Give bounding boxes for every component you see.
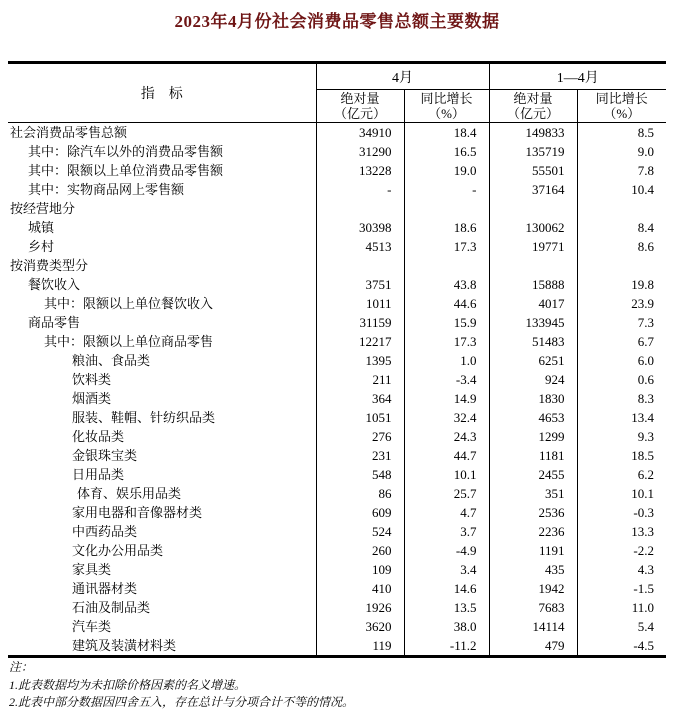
table-row	[8, 389, 666, 408]
table-row	[8, 237, 666, 256]
value-cell: 44.7	[404, 446, 489, 465]
header-april-absolute	[316, 90, 404, 123]
value-cell: 1.0	[404, 351, 489, 370]
table-row	[8, 370, 666, 389]
value-cell: 1299	[489, 427, 577, 446]
indicator-label: 其中：除汽车以外的消费品零售额	[28, 144, 224, 159]
value-cell: 6251	[489, 351, 577, 370]
value-cell: 524	[316, 522, 404, 541]
value-cell: 1011	[316, 294, 404, 313]
value-cell: 17.3	[404, 237, 489, 256]
value-cell: 14.6	[404, 579, 489, 598]
value-cell: 2536	[489, 503, 577, 522]
value-cell: 34910	[316, 123, 404, 143]
value-cell	[489, 256, 577, 275]
indicator-label: 石油及制品类	[72, 600, 151, 615]
indicator-label: 日用品类	[72, 467, 125, 482]
value-cell: 31159	[316, 313, 404, 332]
value-cell: 8.3	[577, 389, 666, 408]
value-cell: 609	[316, 503, 404, 522]
value-cell	[404, 199, 489, 218]
table-row	[8, 351, 666, 370]
value-cell: 3751	[316, 275, 404, 294]
value-cell: 30398	[316, 218, 404, 237]
value-cell: 5.4	[577, 617, 666, 636]
table-row	[8, 408, 666, 427]
value-cell: 479	[489, 636, 577, 657]
value-cell: 135719	[489, 142, 577, 161]
indicator-label: 乡村	[28, 239, 55, 254]
value-cell: 10.1	[577, 484, 666, 503]
value-cell: 13.5	[404, 598, 489, 617]
indicator-label: 按经营地分	[10, 201, 76, 216]
value-cell: 1942	[489, 579, 577, 598]
value-cell: 1051	[316, 408, 404, 427]
value-cell: 86	[316, 484, 404, 503]
indicator-label: 其中：限额以上单位餐饮收入	[44, 296, 214, 311]
table-row	[8, 522, 666, 541]
value-cell: 276	[316, 427, 404, 446]
indicator-label: 商品零售	[28, 315, 81, 330]
table-row	[8, 484, 666, 503]
value-cell: -0.3	[577, 503, 666, 522]
indicator-label: 其中：限额以上单位商品零售	[44, 334, 214, 349]
value-cell: 24.3	[404, 427, 489, 446]
value-cell: -	[316, 180, 404, 199]
table-row	[8, 218, 666, 237]
value-cell: 14114	[489, 617, 577, 636]
value-cell: 38.0	[404, 617, 489, 636]
value-cell: 13228	[316, 161, 404, 180]
value-cell	[489, 199, 577, 218]
value-cell: -	[404, 180, 489, 199]
value-cell: 13.3	[577, 522, 666, 541]
value-cell: 1395	[316, 351, 404, 370]
value-cell: 43.8	[404, 275, 489, 294]
value-cell: 6.2	[577, 465, 666, 484]
footnote-item: 2.此表中部分数据因四舍五入，存在总计与分项合计不等的情况。	[9, 695, 355, 709]
table-row	[8, 180, 666, 199]
table-row	[8, 332, 666, 351]
value-cell: 4513	[316, 237, 404, 256]
table-row	[8, 427, 666, 446]
indicator-label: 文化办公用品类	[72, 543, 164, 558]
table-row	[8, 123, 666, 143]
footnotes	[9, 659, 354, 712]
table-row	[8, 313, 666, 332]
value-cell: 211	[316, 370, 404, 389]
value-cell	[577, 256, 666, 275]
header-period-jan-apr: 1—4月	[489, 63, 666, 90]
indicator-label: 其中：限额以上单位消费品零售额	[28, 163, 224, 178]
header-absolute-line2: （亿元）	[506, 106, 559, 121]
table-row	[8, 503, 666, 522]
value-cell: 18.5	[577, 446, 666, 465]
indicator-label: 服装、鞋帽、针纺织品类	[72, 410, 216, 425]
value-cell: 410	[316, 579, 404, 598]
value-cell: 435	[489, 560, 577, 579]
value-cell: 9.0	[577, 142, 666, 161]
value-cell: 8.6	[577, 237, 666, 256]
table-row	[8, 275, 666, 294]
indicator-label: 按消费类型分	[10, 258, 89, 273]
value-cell: 119	[316, 636, 404, 657]
value-cell: 37164	[489, 180, 577, 199]
header-absolute-line1: 绝对量	[513, 91, 553, 106]
table-row	[8, 579, 666, 598]
value-cell: 4.7	[404, 503, 489, 522]
value-cell: 1926	[316, 598, 404, 617]
table-row	[8, 142, 666, 161]
retail-sales-table	[8, 61, 666, 658]
header-yoy-line2: （%）	[428, 106, 465, 121]
value-cell: 0.6	[577, 370, 666, 389]
value-cell: 7683	[489, 598, 577, 617]
value-cell: 2236	[489, 522, 577, 541]
value-cell: 133945	[489, 313, 577, 332]
indicator-label: 体育、娱乐用品类	[77, 486, 182, 501]
header-absolute-line1: 绝对量	[340, 91, 380, 106]
value-cell: 364	[316, 389, 404, 408]
table-row	[8, 541, 666, 560]
value-cell: 44.6	[404, 294, 489, 313]
value-cell: 7.8	[577, 161, 666, 180]
table-row	[8, 446, 666, 465]
value-cell: -1.5	[577, 579, 666, 598]
value-cell: 3.4	[404, 560, 489, 579]
value-cell: 12217	[316, 332, 404, 351]
value-cell: -4.5	[577, 636, 666, 657]
value-cell	[316, 256, 404, 275]
value-cell: 231	[316, 446, 404, 465]
table-row	[8, 199, 666, 218]
page-title: 2023年4月份社会消费品零售总额主要数据	[174, 12, 500, 31]
value-cell: 149833	[489, 123, 577, 143]
header-yoy-line2: （%）	[603, 106, 641, 121]
table-row	[8, 294, 666, 313]
indicator-label: 通讯器材类	[72, 581, 138, 596]
indicator-label: 家具类	[72, 562, 112, 577]
value-cell: 9.3	[577, 427, 666, 446]
header-yoy-line1: 同比增长	[595, 91, 648, 106]
value-cell: 109	[316, 560, 404, 579]
value-cell: 924	[489, 370, 577, 389]
value-cell: 55501	[489, 161, 577, 180]
value-cell	[577, 199, 666, 218]
value-cell: 6.7	[577, 332, 666, 351]
value-cell: 6.0	[577, 351, 666, 370]
value-cell	[404, 256, 489, 275]
indicator-label: 金银珠宝类	[72, 448, 138, 463]
value-cell: 32.4	[404, 408, 489, 427]
value-cell: 4.3	[577, 560, 666, 579]
value-cell: 8.5	[577, 123, 666, 143]
indicator-label: 建筑及装潢材料类	[72, 638, 177, 653]
value-cell: 19.0	[404, 161, 489, 180]
value-cell: 548	[316, 465, 404, 484]
header-indicator: 指 标	[8, 63, 316, 123]
value-cell: 19.8	[577, 275, 666, 294]
value-cell: 4017	[489, 294, 577, 313]
indicator-label: 城镇	[28, 220, 55, 235]
value-cell: 18.6	[404, 218, 489, 237]
value-cell: 51483	[489, 332, 577, 351]
indicator-label: 烟酒类	[72, 391, 112, 406]
value-cell: 11.0	[577, 598, 666, 617]
value-cell: -3.4	[404, 370, 489, 389]
indicator-label: 餐饮收入	[28, 277, 81, 292]
indicator-label: 其中：实物商品网上零售额	[28, 182, 185, 197]
value-cell: 18.4	[404, 123, 489, 143]
value-cell: 2455	[489, 465, 577, 484]
value-cell: 14.9	[404, 389, 489, 408]
table-body	[8, 123, 666, 657]
value-cell: 15888	[489, 275, 577, 294]
value-cell: 7.3	[577, 313, 666, 332]
footnote-item: 1.此表数据均为未扣除价格因素的名义增速。	[9, 677, 247, 692]
value-cell: 10.1	[404, 465, 489, 484]
value-cell: 260	[316, 541, 404, 560]
value-cell: 31290	[316, 142, 404, 161]
header-yoy-line1: 同比增长	[420, 91, 473, 106]
indicator-label: 社会消费品零售总额	[10, 125, 128, 140]
header-period-row	[8, 63, 666, 90]
footnote-heading: 注：	[9, 660, 34, 674]
value-cell: -2.2	[577, 541, 666, 560]
table-header	[8, 63, 666, 123]
value-cell: 8.4	[577, 218, 666, 237]
value-cell: 13.4	[577, 408, 666, 427]
indicator-label: 粮油、食品类	[72, 353, 151, 368]
value-cell: 3620	[316, 617, 404, 636]
indicator-label: 中西药品类	[72, 524, 138, 539]
value-cell: 19771	[489, 237, 577, 256]
header-period-april: 4月	[316, 63, 489, 90]
table-row	[8, 636, 666, 657]
value-cell: 1191	[489, 541, 577, 560]
value-cell: -4.9	[404, 541, 489, 560]
value-cell: 351	[489, 484, 577, 503]
table-row	[8, 598, 666, 617]
value-cell: 10.4	[577, 180, 666, 199]
header-april-yoy	[404, 90, 489, 123]
table-row	[8, 560, 666, 579]
value-cell: 25.7	[404, 484, 489, 503]
header-absolute-line2: （亿元）	[333, 106, 386, 121]
value-cell: 4653	[489, 408, 577, 427]
value-cell: 23.9	[577, 294, 666, 313]
value-cell: 17.3	[404, 332, 489, 351]
indicator-label: 饮料类	[72, 372, 112, 387]
value-cell: 3.7	[404, 522, 489, 541]
header-janapr-absolute	[489, 90, 577, 123]
value-cell: 1181	[489, 446, 577, 465]
indicator-label: 化妆品类	[72, 429, 125, 444]
value-cell: 130062	[489, 218, 577, 237]
value-cell	[316, 199, 404, 218]
table-row	[8, 161, 666, 180]
value-cell: 16.5	[404, 142, 489, 161]
table-row	[8, 617, 666, 636]
table-row	[8, 256, 666, 275]
value-cell: 15.9	[404, 313, 489, 332]
indicator-label: 家用电器和音像器材类	[72, 505, 203, 520]
value-cell: 1830	[489, 389, 577, 408]
indicator-label: 汽车类	[72, 619, 112, 634]
table-row	[8, 465, 666, 484]
header-janapr-yoy	[577, 90, 666, 123]
value-cell: -11.2	[404, 636, 489, 657]
